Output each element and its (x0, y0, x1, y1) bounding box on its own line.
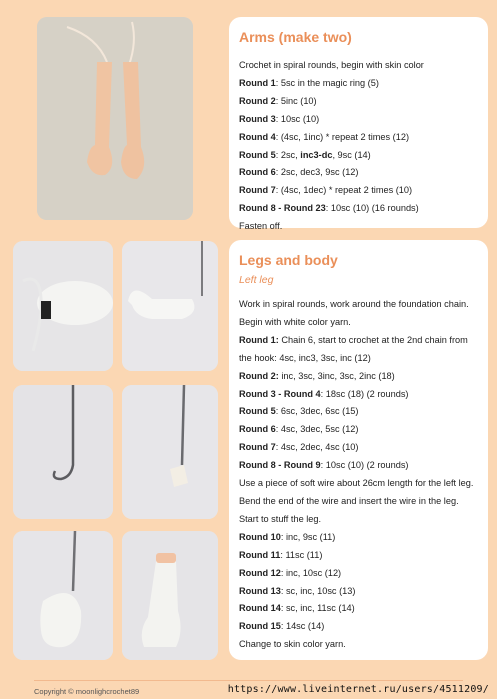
instruction-line (239, 636, 478, 654)
round-label: Round 5 (239, 149, 276, 160)
instruction-line (239, 475, 478, 493)
instruction-text: : 11sc (11) (280, 549, 323, 560)
instruction-line (239, 403, 478, 421)
instruction-text: : 10sc (10) (2 rounds) (320, 460, 409, 471)
round-label: Round 13 (239, 585, 281, 596)
round-label: Round 6 (239, 424, 276, 435)
instruction-line (239, 350, 478, 368)
instruction-line (239, 218, 478, 236)
leg-photo-4-art (122, 385, 218, 519)
instruction-line (239, 421, 478, 439)
round-label: Round 2 (239, 95, 276, 106)
arms-card (229, 17, 488, 232)
instruction-text: : 2sc, dec3, 9sc (12) (275, 167, 359, 178)
legs-card (229, 240, 488, 660)
instruction-text-tail: , 9sc (14) (332, 149, 371, 160)
round-label: Round 7 (239, 442, 276, 453)
instruction-text: : sc, inc, 10sc (13) (280, 585, 356, 596)
instruction-line (239, 547, 478, 565)
instruction-text: : 5sc in the magic ring (5) (275, 77, 379, 88)
instruction-text: : 4sc, 2dec, 4sc (10) (275, 442, 359, 453)
instruction-text: Work in spiral rounds, work around the foundation chain. (239, 299, 469, 309)
leg-photo-5-art (13, 531, 113, 660)
instruction-text: : 10sc (10) (16 rounds) (325, 203, 419, 214)
round-label: Round 15 (239, 621, 281, 632)
instruction-line (239, 200, 478, 218)
round-label: Round 5 (239, 406, 276, 417)
instruction-text: : (4sc, 1dec) * repeat 2 times (10) (275, 185, 413, 196)
instruction-text: Fasten off. (239, 221, 283, 232)
round-label: Round 1: (239, 334, 279, 345)
round-label: Round 4 (239, 131, 276, 142)
instruction-text: : 4sc, 3dec, 5sc (12) (275, 424, 359, 435)
instruction-line (239, 111, 478, 129)
instruction-text: Use a piece of soft wire about 26cm length for the left leg. (239, 478, 474, 489)
leg-photo-4 (122, 385, 218, 519)
leg-photo-3-art (13, 385, 113, 519)
instruction-line (239, 75, 478, 93)
instruction-text: : 18sc (18) (2 rounds) (320, 388, 409, 399)
round-label: Round 2: (239, 370, 279, 381)
leg-photo-5 (13, 531, 113, 660)
instruction-text: Change to skin color yarn. (239, 639, 346, 650)
round-label: Round 8 - Round 9 (239, 460, 321, 471)
instruction-text: Crochet in spiral rounds, begin with skin color (239, 60, 424, 70)
instruction-text: : inc, 10sc (12) (280, 567, 342, 578)
instruction-text: : 6sc, 3dec, 6sc (15) (275, 406, 359, 417)
round-label: Round 10 (239, 531, 281, 542)
instruction-line (239, 457, 478, 475)
instruction-line (239, 600, 478, 618)
instruction-text: Start to stuff the leg. (239, 513, 322, 524)
leg-photo-1-art (13, 241, 113, 371)
arms-instructions (239, 57, 478, 236)
instruction-text: : (4sc, 1inc) * repeat 2 times (12) (275, 131, 410, 142)
instruction-text: : sc, inc, 11sc (14) (280, 603, 355, 614)
instruction-text: : inc, 9sc (11) (280, 531, 336, 542)
round-label: Round 8 - Round 23 (239, 203, 326, 214)
instruction-text: the hook: 4sc, inc3, 3sc, inc (12) (239, 352, 371, 363)
footer-divider (34, 680, 463, 681)
instruction-line (239, 368, 478, 386)
instruction-line (239, 296, 478, 314)
leg-photo-6-art (122, 531, 218, 660)
legs-title: Legs and body (239, 252, 338, 268)
leg-photo-3 (13, 385, 113, 519)
leg-photo-2 (122, 241, 218, 371)
instruction-line (239, 439, 478, 457)
leg-photo-2-art (122, 241, 218, 371)
instruction-line (239, 583, 478, 601)
round-label: Round 1 (239, 77, 276, 88)
instruction-text: : 2sc, (275, 149, 301, 160)
instruction-line (239, 618, 478, 636)
round-label: Round 6 (239, 167, 276, 178)
instruction-line (239, 386, 478, 404)
instruction-line (239, 565, 478, 583)
instruction-text: Bend the end of the wire and insert the wire in the leg. (239, 495, 459, 506)
instruction-line (239, 511, 478, 529)
instruction-line (239, 182, 478, 200)
copyright-text: Copyright © moonlighcrochet89 (34, 687, 140, 696)
instruction-text: : 14sc (14) (280, 621, 325, 632)
leg-photo-1 (13, 241, 113, 371)
instruction-line (239, 164, 478, 182)
round-label: Round 14 (239, 603, 281, 614)
instruction-text: Chain 6, start to crochet at the 2nd chain from (278, 334, 468, 345)
round-label: Round 3 (239, 113, 276, 124)
instruction-line (239, 147, 478, 165)
instruction-line (239, 57, 478, 75)
instruction-emphasis: inc3-dc (300, 149, 333, 160)
instruction-text: inc, 3sc, 3inc, 3sc, 2inc (18) (278, 370, 395, 381)
legs-instructions (239, 296, 478, 654)
instruction-line (239, 529, 478, 547)
instruction-line (239, 129, 478, 147)
arms-photo (37, 17, 193, 220)
instruction-text: Begin with white color yarn. (239, 316, 351, 327)
instruction-text: : 10sc (10) (275, 113, 320, 124)
watermark-url: https://www.liveinternet.ru/users/4511209/ (227, 684, 489, 695)
arms-photo-art (37, 17, 193, 220)
legs-subtitle: Left leg (239, 274, 274, 286)
round-label: Round 11 (239, 549, 281, 560)
round-label: Round 3 - Round 4 (239, 388, 321, 399)
instruction-line (239, 332, 478, 350)
instruction-line (239, 93, 478, 111)
round-label: Round 7 (239, 185, 276, 196)
leg-photo-6 (122, 531, 218, 660)
round-label: Round 12 (239, 567, 281, 578)
instruction-line (239, 314, 478, 332)
instruction-line (239, 493, 478, 511)
arms-title: Arms (make two) (239, 29, 352, 45)
instruction-text: : 5inc (10) (275, 95, 317, 106)
